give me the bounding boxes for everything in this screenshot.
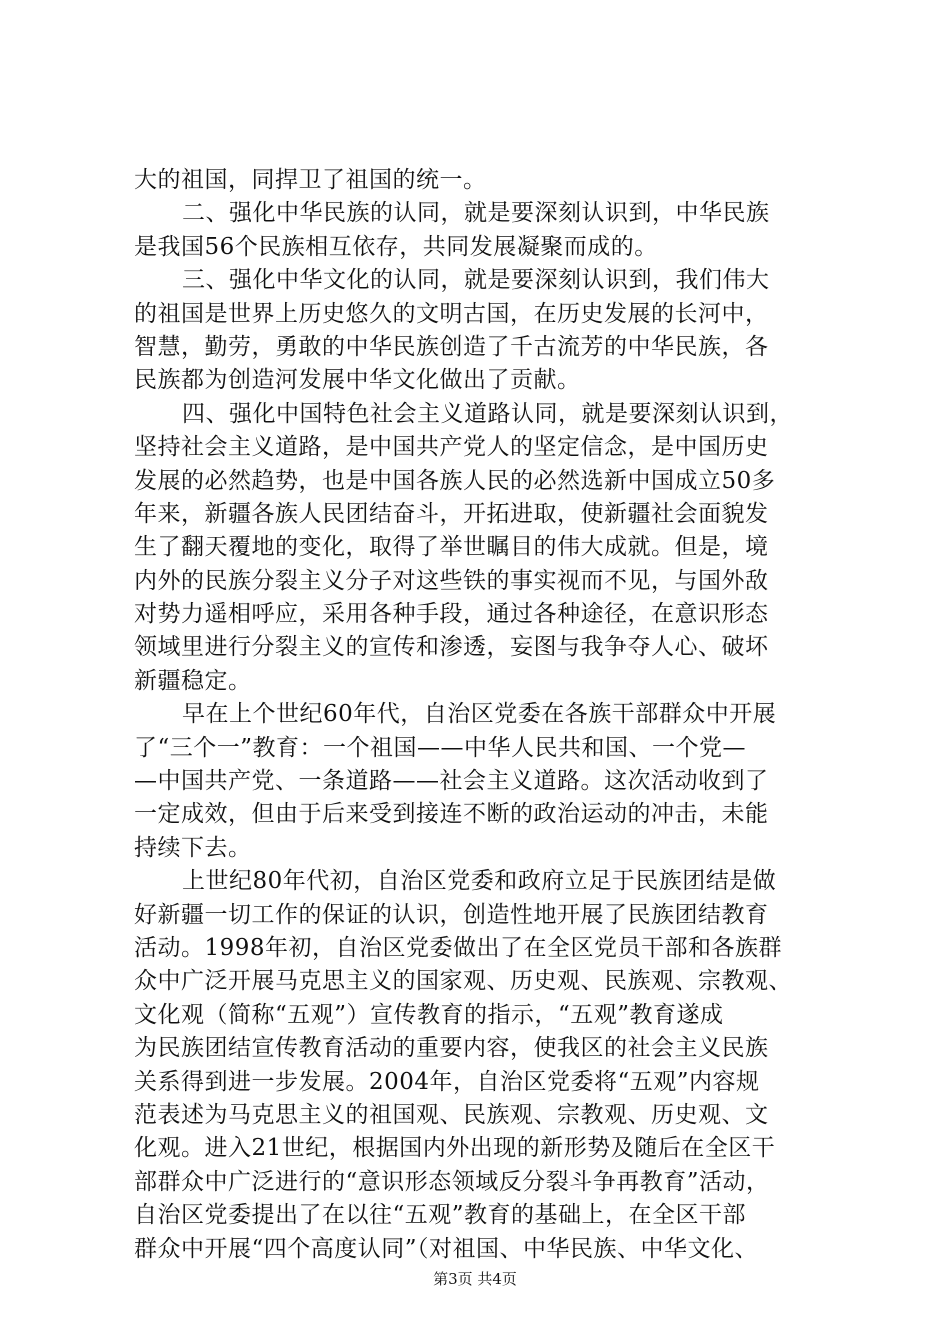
paragraph-start: 二、强化中华民族的认同，就是要深刻认识到，中华民族 [182, 200, 770, 227]
text-line: 文化观（简称“五观”）宣传教育的指示，“五观”教育遂成 [134, 1001, 724, 1028]
paragraph-start: 上世纪80年代初，自治区党委和政府立足于民族团结是做 [182, 868, 777, 895]
text-line: 众中广泛开展马克思主义的国家观、历史观、民族观、宗教观、 [134, 968, 792, 995]
page-number-footer: 第3页 共4页 [433, 1270, 517, 1288]
text-line: 智慧，勤劳，勇敢的中华民族创造了千古流芳的中华民族，各 [134, 333, 769, 360]
text-line: 关系得到进一步发展。2004年，自治区党委将“五观”内容规 [134, 1068, 760, 1095]
paragraph-start: 四、强化中国特色社会主义道路认同，就是要深刻认识到， [182, 400, 793, 427]
text-line: 内外的民族分裂主义分子对这些铁的事实视而不见，与国外敌 [134, 567, 769, 594]
text-line: 部群众中广泛进行的“意识形态领域反分裂斗争再教育”活动， [134, 1168, 770, 1195]
text-line: 领域里进行分裂主义的宣传和渗透，妄图与我争夺人心、破坏 [134, 634, 769, 661]
text-line: —中国共产党、一条道路——社会主义道路。这次活动收到了 [134, 768, 769, 795]
text-line: 为民族团结宣传教育活动的重要内容，使我区的社会主义民族 [134, 1035, 769, 1062]
text-line: 民族都为创造河发展中华文化做出了贡献。 [134, 367, 581, 394]
text-line: 坚持社会主义道路，是中国共产党人的坚定信念，是中国历史 [134, 434, 769, 461]
text-line: 年来，新疆各族人民团结奋斗，开拓进取，使新疆社会面貌发 [134, 500, 769, 527]
text-line: 了“三个一”教育：一个祖国——中华人民共和国、一个党— [134, 734, 747, 761]
text-line: 生了翻天覆地的变化，取得了举世瞩目的伟大成就。但是，境 [134, 534, 769, 561]
text-line: 持续下去。 [134, 834, 252, 861]
text-line: 好新疆一切工作的保证的认识，创造性地开展了民族团结教育 [134, 901, 769, 928]
text-line: 范表述为马克思主义的祖国观、民族观、宗教观、历史观、文 [134, 1101, 769, 1128]
text-line: 大的祖国，同捍卫了祖国的统一。 [134, 167, 487, 193]
text-line: 化观。进入21世纪，根据国内外出现的新形势及随后在全区干 [134, 1135, 776, 1162]
text-line: 的祖国是世界上历史悠久的文明古国，在历史发展的长河中， [134, 300, 769, 327]
text-line: 群众中开展“四个高度认同”（对祖国、中华民族、中华文化、 [134, 1235, 759, 1262]
paragraph-start: 三、强化中华文化的认同，就是要深刻认识到，我们伟大 [182, 267, 770, 294]
text-line: 自治区党委提出了在以往“五观”教育的基础上，在全区干部 [134, 1202, 747, 1229]
text-line: 新疆稳定。 [134, 667, 252, 694]
text-line: 发展的必然趋势，也是中国各族人民的必然选新中国成立50多 [134, 467, 776, 494]
paragraph-start: 早在上个世纪60年代，自治区党委在各族干部群众中开展 [182, 701, 777, 728]
text-line: 一定成效，但由于后来受到接连不断的政治运动的冲击，未能 [134, 801, 769, 828]
text-line: 对势力遥相呼应，采用各种手段，通过各种途径，在意识形态 [134, 601, 769, 628]
text-line: 活动。1998年初，自治区党委做出了在全区党员干部和各族群 [134, 934, 783, 961]
text-line: 是我国56个民族相互依存，共同发展凝聚而成的。 [134, 233, 658, 260]
document-body [134, 164, 834, 1266]
